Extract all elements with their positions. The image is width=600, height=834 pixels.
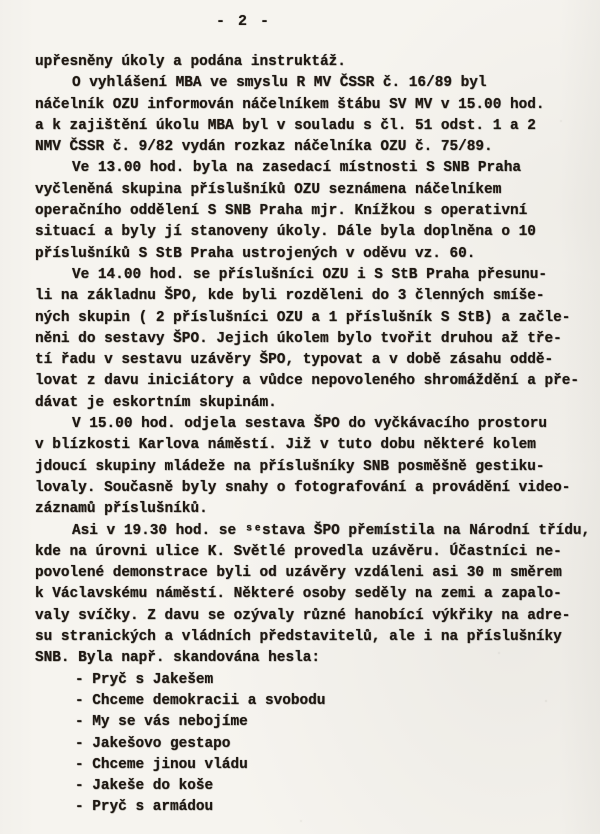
slogan-line: - Jakešovo gestapo: [75, 735, 231, 752]
text-line: SNB. Byla např. skandována hesla:: [35, 650, 320, 667]
text-line: li na základnu ŠPO, kde byli rozděleni do 3 členných smíše-: [35, 288, 545, 305]
text-line: su stranických a vládních představitelů, ale i na příslušníky: [35, 629, 562, 646]
text-line: povolené demonstrace byli od uzávěry vzdáleni asi 30 m směrem: [35, 565, 562, 582]
text-line: lovaly. Současně byly snahy o fotografování a provádění video-: [35, 479, 571, 496]
text-line: kde na úrovni ulice K. Světlé provedla uzávěru. Účastníci ne-: [35, 543, 562, 560]
text-line: operačního oddělení S SNB Praha mjr. Knížkou s operativní: [35, 203, 528, 220]
scan-speckles: [0, 0, 2, 2]
text-line: dávat je eskortním skupinám.: [35, 394, 277, 411]
slogan-line: - Pryč s Jakešem: [75, 671, 214, 688]
slogan-line: - Chceme jinou vládu: [75, 756, 248, 773]
text-line: záznamů příslušníků.: [35, 501, 208, 518]
slogan-line: - My se vás nebojíme: [75, 714, 248, 731]
page-number: - 2 -: [215, 13, 271, 30]
text-line: situací a byly jí stanoveny úkoly. Dále byla doplněna o 10: [35, 224, 536, 241]
text-body: [35, 52, 590, 819]
text-line: tí řadu v sestavu uzávěry ŠPO, typovat a v době zásahu oddě-: [35, 352, 554, 369]
text-line: upřesněny úkoly a podána instruktáž.: [35, 54, 346, 70]
text-line: k Václavskému náměstí. Některé osoby seděly na zemi a zapalo-: [35, 586, 562, 603]
text-line: vyčleněná skupina příslušníků OZU seznámena náčelníkem: [35, 181, 502, 198]
text-line: Asi v 19.30 hod. se ˢᵉstava ŠPO přemístila na Národní třídu,: [72, 522, 591, 539]
text-line: Ve 14.00 hod. se příslušníci OZU i S StB Praha přesunu-: [72, 266, 547, 283]
text-line: Ve 13.00 hod. byla na zasedací místnosti S SNB Praha: [72, 160, 522, 177]
text-line: NMV ČSSR č. 9/82 vydán rozkaz náčelníka OZU č. 75/89.: [35, 139, 493, 156]
text-line: O vyhlášení MBA ve smyslu R MV ČSSR č. 16/89 byl: [72, 75, 487, 92]
text-line: V 15.00 hod. odjela sestava ŠPO do vyčkávacího prostoru: [72, 416, 547, 433]
text-line: náčelník OZU informován náčelníkem štábu SV MV v 15.00 hod.: [35, 96, 545, 113]
slogan-line: - Pryč s armádou: [75, 799, 214, 816]
text-line: jdoucí skupiny mládeže na příslušníky SNB posměšně gestiku-: [35, 458, 545, 475]
text-line: valy svíčky. Z davu se ozývaly různé hanobící výkřiky na adre-: [35, 607, 571, 624]
slogan-line: - Jakeše do koše: [75, 778, 214, 795]
text-line: v blízkosti Karlova náměstí. Již v tuto dobu některé kolem: [35, 437, 536, 454]
text-line: příslušníků S StB Praha ustrojených v oděvu vz. 60.: [35, 245, 476, 262]
text-line: a k zajištění úkolu MBA byl v souladu s čl. 51 odst. 1 a 2: [35, 117, 536, 134]
text-line: lovat z davu iniciátory a vůdce nepovoleného shromáždění a pře-: [35, 373, 580, 390]
text-line: něni do sestavy ŠPO. Jejich úkolem bylo tvořit druhou až tře-: [35, 330, 562, 347]
text-line: ných skupin ( 2 příslušníci OZU a 1 příslušník S StB) a začle-: [35, 309, 571, 326]
slogan-line: - Chceme demokracii a svobodu: [75, 692, 326, 709]
